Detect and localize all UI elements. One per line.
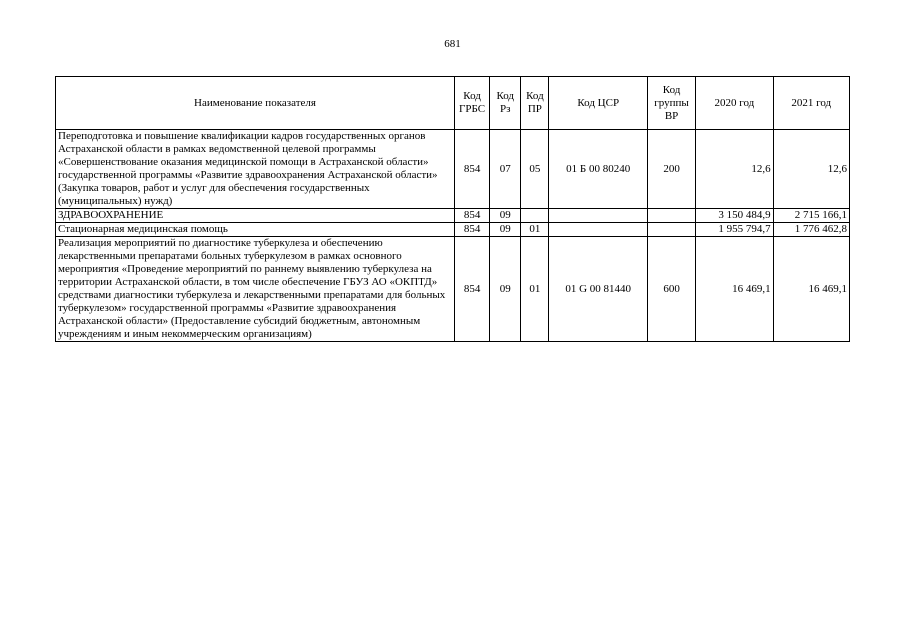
table-row [56, 223, 850, 237]
row-name: Переподготовка и повышение квалификации кадров государственных органов Астраханской области в рамках ведомственной целевой программы «Совершенствование оказания медицинской помощи в Астраханской области» государственной программы «Развитие здравоохранения Астраханской области» (Закупка товаров, работ и услуг для обеспечения государственных (муниципальных) нужд) [56, 130, 455, 209]
row-csr: 01 G 00 81440 [549, 237, 647, 342]
row-rz: 09 [490, 223, 521, 237]
row-2020: 12,6 [696, 130, 773, 209]
page-number: 681 [444, 38, 461, 50]
row-pr: 01 [521, 223, 549, 237]
row-vr: 200 [647, 130, 695, 209]
row-grbs: 854 [455, 237, 490, 342]
row-vr: 600 [647, 237, 695, 342]
header-vr: Код группы ВР [647, 77, 695, 130]
row-name: ЗДРАВООХРАНЕНИЕ [56, 209, 455, 223]
row-name: Реализация мероприятий по диагностике туберкулеза и обеспечению лекарственными препаратами больных туберкулезом в рамках основного мероприятия «Проведение мероприятий по раннему выявлению туберкулеза на территории Астраханской области, в том числе обеспечение ГБУЗ АО «ОКПТД» средствами диагностики туберкулеза и лекарственными препаратами для больных туберкулезом» государственной программы «Развитие здравоохранения Астраханской области» (Предоставление субсидий бюджетным, автономным учреждениям и иным некоммерческим организациям) [56, 237, 455, 342]
budget-table [55, 76, 850, 342]
row-2021: 2 715 166,1 [773, 209, 849, 223]
header-csr: Код ЦСР [549, 77, 647, 130]
row-2020: 3 150 484,9 [696, 209, 773, 223]
row-2020: 1 955 794,7 [696, 223, 773, 237]
row-pr: 05 [521, 130, 549, 209]
row-csr: 01 Б 00 80240 [549, 130, 647, 209]
header-rz: Код Рз [490, 77, 521, 130]
header-2021: 2021 год [773, 77, 849, 130]
row-2021: 12,6 [773, 130, 849, 209]
header-grbs: Код ГРБС [455, 77, 490, 130]
row-rz: 09 [490, 209, 521, 223]
row-2021: 1 776 462,8 [773, 223, 849, 237]
table-row [56, 237, 850, 342]
row-grbs: 854 [455, 130, 490, 209]
row-vr [647, 223, 695, 237]
row-vr [647, 209, 695, 223]
row-csr [549, 209, 647, 223]
row-2021: 16 469,1 [773, 237, 849, 342]
row-csr [549, 223, 647, 237]
row-name: Стационарная медицинская помощь [56, 223, 455, 237]
row-pr [521, 209, 549, 223]
header-pr: Код ПР [521, 77, 549, 130]
row-rz: 09 [490, 237, 521, 342]
header-name: Наименование показателя [56, 77, 455, 130]
row-grbs: 854 [455, 209, 490, 223]
row-pr: 01 [521, 237, 549, 342]
row-2020: 16 469,1 [696, 237, 773, 342]
table-header-row [56, 77, 850, 130]
table-row [56, 130, 850, 209]
row-grbs: 854 [455, 223, 490, 237]
table-row [56, 209, 850, 223]
header-2020: 2020 год [696, 77, 773, 130]
row-rz: 07 [490, 130, 521, 209]
